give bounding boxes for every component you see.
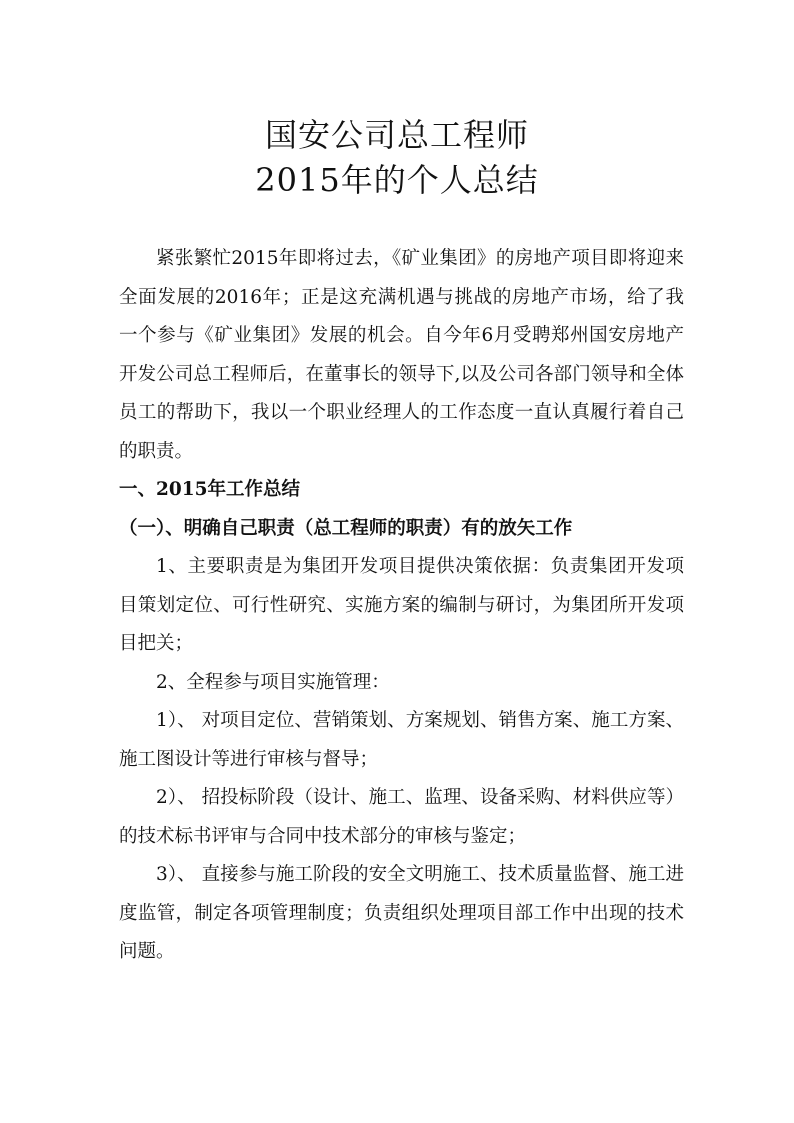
section-heading: 一、2015年工作总结 [119,479,300,500]
item-2-3-paragraph: 3）、 直接参与施工阶段的安全文明施工、技术质量监督、施工进度监管，制定各项管理制度；负责组织处理项目部工作中出现的技术问题。 [119,864,684,962]
intro-paragraph: 紧张繁忙2015年即将过去，《矿业集团》的房地产项目即将迎来全面发展的2016年；正是这充满机遇与挑战的房地产市场，给了我一个参与《矿业集团》发展的机会。自今年6月受聘郑州国安房地产开发公司总工程师后，在董事长的领导下,以及公司各部门领导和全体员工的帮助下，我以一个职业经理人的工作态度一直认真履行着自己的职责。 [119,248,684,462]
item-2-paragraph: 2、全程参与项目实施管理： [156,671,390,693]
item-1-paragraph: 1、主要职责是为集团开发项目提供决策依据：负责集团开发项目策划定位、可行性研究、实施方案的编制与研讨，为集团所开发项目把关； [119,556,684,654]
item-2-1-paragraph: 1）、 对项目定位、营销策划、方案规划、销售方案、施工方案、施工图设计等进行审核与督导； [119,710,684,770]
document-title-line1: 国安公司总工程师 [264,116,529,154]
document-title-line2: 2015年的个人总结 [255,161,539,199]
document-body [119,240,684,972]
subsection-heading: （一）、明确自己职责（总工程师的职责）有的放矢工作 [119,517,573,539]
item-2-2-paragraph: 2）、 招投标阶段（设计、施工、监理、设备采购、材料供应等）的技术标书评审与合同中技术部分的审核与鉴定； [119,787,684,847]
